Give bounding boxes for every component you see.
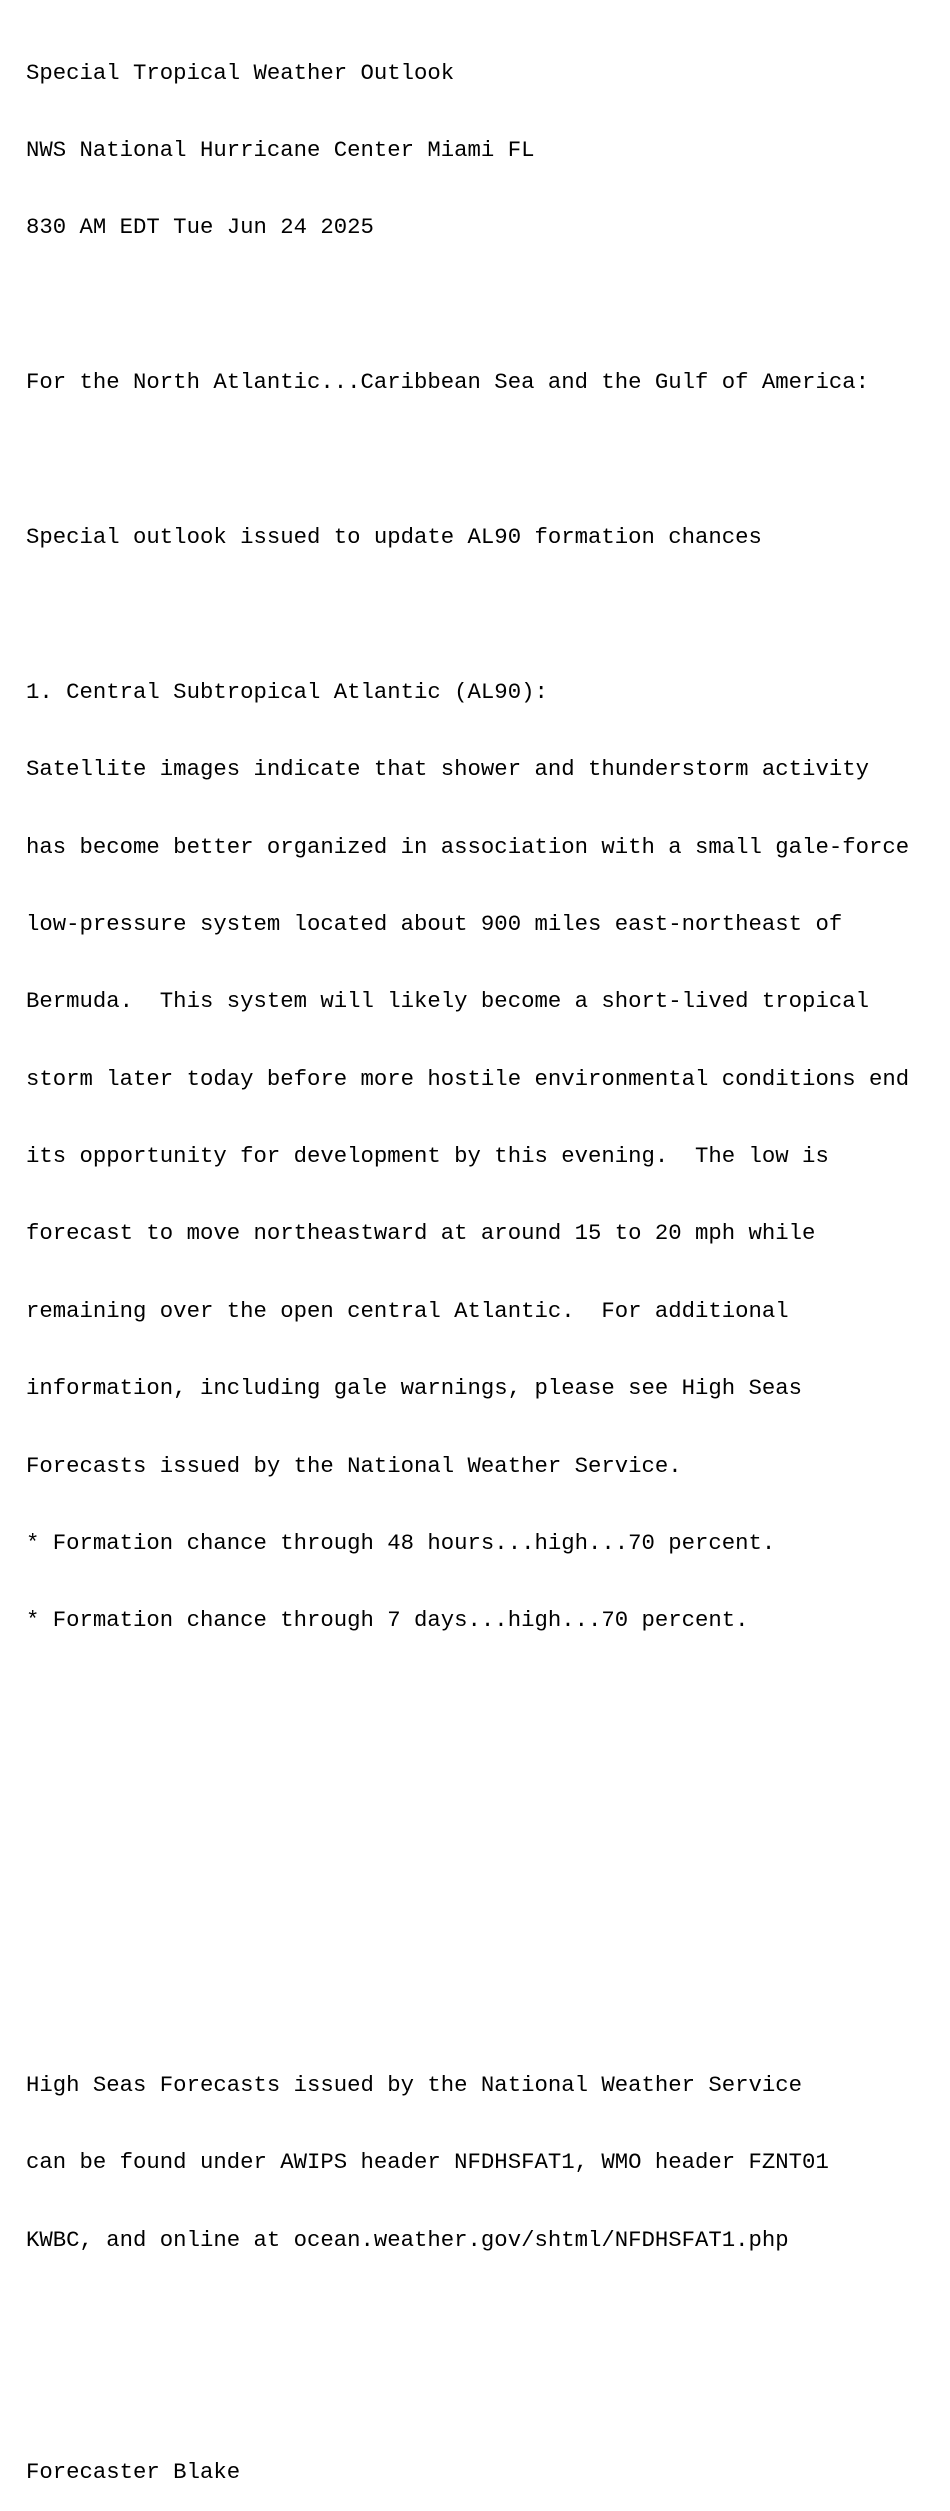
spacer	[26, 2305, 950, 2331]
formation-chance-48h: * Formation chance through 48 hours...high...70 percent.	[26, 1530, 776, 1557]
formation-chance-7d: * Formation chance through 7 days...high...70 percent.	[26, 1607, 749, 1634]
spacer	[26, 602, 950, 628]
discussion-line: Satellite images indicate that shower and thunderstorm activity	[26, 756, 869, 783]
discussion-line: forecast to move northeastward at around 15 to 20 mph while	[26, 1220, 816, 1247]
issuing-office: NWS National Hurricane Center Miami FL	[26, 136, 535, 163]
discussion-line: remaining over the open central Atlantic. For additional	[26, 1297, 789, 1324]
spacer	[26, 1763, 950, 1789]
high-seas-line: KWBC, and online at ocean.weather.gov/shtml/NFDHSFAT1.php	[26, 2226, 789, 2253]
spacer	[26, 1841, 950, 1867]
forecaster-signature: Forecaster Blake	[26, 2458, 241, 2485]
high-seas-line: High Seas Forecasts issued by the National Weather Service	[26, 2071, 803, 2098]
spacer	[26, 1918, 950, 1944]
discussion-line: its opportunity for development by this evening. The low is	[26, 1143, 829, 1170]
discussion-line: Bermuda. This system will likely become a short-lived tropical	[26, 988, 869, 1015]
spacer	[26, 293, 950, 319]
spacer	[26, 448, 950, 474]
high-seas-line: can be found under AWIPS header NFDHSFAT1, WMO header FZNT01	[26, 2149, 829, 2176]
issue-time: 830 AM EDT Tue Jun 24 2025	[26, 214, 374, 241]
product-title: Special Tropical Weather Outlook	[26, 59, 455, 86]
discussion-line: Forecasts issued by the National Weather Service.	[26, 1452, 682, 1479]
discussion-line: storm later today before more hostile environmental conditions end	[26, 1065, 910, 1092]
purpose-line: Special outlook issued to update AL90 formation chances	[26, 523, 762, 550]
spacer	[26, 1686, 950, 1712]
spacer	[26, 2382, 950, 2408]
discussion-line: has become better organized in association with a small gale-force	[26, 833, 910, 860]
spacer	[26, 1995, 950, 2021]
discussion-line: low-pressure system located about 900 miles east-northeast of	[26, 910, 843, 937]
system-title: 1. Central Subtropical Atlantic (AL90):	[26, 678, 548, 705]
region-line: For the North Atlantic...Caribbean Sea and the Gulf of America:	[26, 369, 869, 396]
discussion-line: information, including gale warnings, please see High Seas	[26, 1375, 803, 1402]
